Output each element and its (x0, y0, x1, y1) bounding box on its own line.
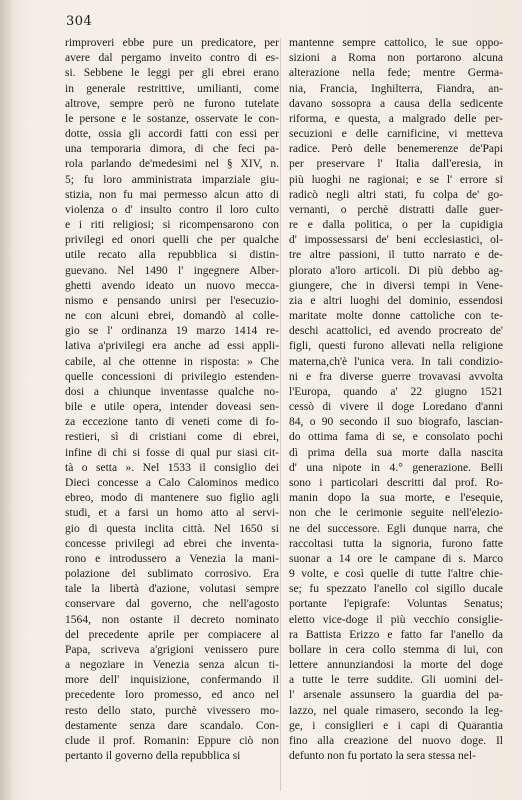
left-column-line: tale la libertà d'azione, volutasi sempre (65, 583, 279, 596)
right-column-line: re e dalla politica, o per la cupidigia (289, 219, 503, 232)
left-column-line: guevano. Nel 1490 l' ingegnere Alber- (65, 264, 279, 277)
right-column-line: giungere, che in diversi tempi in Vene- (289, 279, 503, 292)
right-column-line: dì prima della sua morte dalla nascita (289, 446, 503, 459)
left-column-line: studi, et a farsi un homo atto al servi- (65, 507, 279, 520)
left-column-line: tà o setta ». Nel 1533 il consiglio dei (65, 461, 279, 474)
left-column-line: stizia, non fu mai permesso alcun atto di (65, 188, 279, 201)
right-column-line: l' arsenale assunsero la guardia del pa- (289, 689, 503, 702)
left-column-line: rono e introdussero a Venezia la mani- (65, 552, 279, 565)
left-column-line: ne con alcuni ebrei, domandò al colle- (65, 310, 279, 323)
right-column-line: più luoghi ne ragionai; e se l' errore si (289, 173, 503, 186)
left-column-line: violenza o d' insulto contro il loro culto (65, 203, 279, 216)
right-column-line: suonar a 14 ore le campane di s. Marco (289, 552, 503, 565)
left-column-line: Dieci concesse a Calo Calominos medico (65, 476, 279, 489)
left-column-line: gio di questa inclita città. Nel 1650 si (65, 522, 279, 535)
right-column-line: raccoltasi tutta la signoria, furono fatte (289, 537, 503, 550)
right-column-line: cessò di vivere il doge Loredano d'anni (289, 401, 503, 414)
right-column-line: secuzioni e delle carnificine, vi metteva (289, 128, 503, 141)
left-column-line: avere dal pergamo inveito contro di es- (65, 52, 279, 65)
right-column-line: sizioni a Roma non portarono alcuna (289, 52, 503, 65)
right-column-line: l'Europa, quando a' 22 giugno 1521 (289, 385, 503, 398)
right-column-line: alterazione nella fede; mentre Germa- (289, 67, 503, 80)
left-column-line: resto dello stato, purchè vivessero mo- (65, 704, 279, 717)
left-column-line: concesse privilegi ad ebrei che inventa- (65, 537, 279, 550)
left-column-line: Papa, scriveva a'grigioni venissero pure (65, 643, 279, 656)
page-gutter-shadow (0, 0, 14, 800)
right-column-line: do ottima fama di se, e consolato pochi (289, 431, 503, 444)
left-column-line: una temporaria dimora, di che feci pa- (65, 143, 279, 156)
right-column-line: manin dopo la sua morte, e l'esequie, (289, 492, 503, 505)
left-column-line: conservare dal governo, che nell'agosto (65, 598, 279, 611)
right-column-line: 84, o 90 secondo il suo biografo, lascian- (289, 416, 503, 429)
left-column-line: rola parlando de'medesimi nel § XIV, n. (65, 158, 279, 171)
right-column-line: 9 volte, e così quelle di tutte l'altre chie- (289, 568, 503, 581)
right-column-line: riforma, e questa, a malgrado delle per- (289, 112, 503, 125)
left-column-line: pertanto il governo della repubblica si (65, 750, 241, 763)
left-column-line: del precedente aprile per compiacere al (65, 628, 279, 641)
right-column-line: per preservare l' Italia dall'eresia, in (289, 158, 503, 171)
right-column-line: a tutte le terre suddite. Gli uomini del- (289, 674, 503, 687)
right-column-line: nia, Francia, Inghilterra, Fiandra, an- (289, 82, 503, 95)
right-column (289, 36, 503, 764)
right-column-line: defunto non fu portato la sera stessa nel- (289, 750, 476, 763)
left-column-line: e i riti religiosi; si ricompensarono con (65, 219, 279, 232)
right-column-line: bollare in cera collo stemma di lui, con (289, 643, 503, 656)
left-column-line: infine di chi si fosse di qual pur siasi cit- (65, 446, 279, 459)
left-column-line: cabile, al che ottenne in risposta: » Che (65, 355, 279, 368)
left-column (65, 36, 279, 764)
left-column-line: in generale restrittive, umilianti, come (65, 82, 279, 95)
right-column-line: se; fu spezzato l'anello col sigillo ducale (289, 583, 503, 596)
page-number: 304 (66, 14, 93, 29)
left-column-line: restieri, sì di cristiani come di ebrei, (65, 431, 279, 444)
left-column-line: rimproveri ebbe pure un predicatore, per (65, 37, 279, 49)
left-column-line: quelle concessioni di privilegio estenden- (65, 370, 279, 383)
left-column-line: gio se l' ordinanza 19 marzo 1414 re- (65, 325, 279, 338)
right-column-line: davano sossopra a causa della sedicente (289, 97, 503, 110)
right-column-line: d' impossessarsi de' beni ecclesiastici, ol- (289, 234, 503, 247)
left-column-line: privilegi ed onori quelli che per qualche (65, 234, 279, 247)
right-column-line: tre altre passioni, il tutto narrato e de- (289, 249, 503, 262)
right-column-line: vernanti, o perchè distratti dalle guer- (289, 203, 503, 216)
right-column-line: fino alla creazione del nuovo doge. Il (289, 734, 503, 747)
right-column-line: figli, questi furono allevati nella religione (289, 340, 503, 353)
right-column-line: radice. Però delle benemerenze de'Papi (289, 143, 503, 156)
right-column-line: ne del successore. Egli dunque narra, che (289, 522, 503, 535)
left-column-line: utile recato alla repubblica si distin- (65, 249, 279, 262)
right-column-line: maritate molte donne cattoliche con te- (289, 310, 503, 323)
left-column-line: si. Sebbene le leggi per gli ebrei erano (65, 67, 279, 80)
left-column-line: dotte, ossia gli accordi fatti con essi per (65, 128, 279, 141)
right-column-line: eletto vice-doge il più vecchio consiglie- (289, 613, 503, 626)
left-column-line: 1564, non ostante il decreto nominato (65, 613, 279, 626)
left-column-line: precedente loro promesso, ed anco nel (65, 689, 279, 702)
left-column-line: dosi a chiunque inventasse qualche no- (65, 385, 279, 398)
left-column-line: za eccezione tanto di veneti come di fo- (65, 416, 279, 429)
left-column-line: le persone e le sostanze, osservate le con- (65, 112, 279, 125)
right-column-line: sono i particolari descritti dal prof. Ro- (289, 476, 503, 489)
right-column-line: d' una nipote in 4.° generazione. Belli (289, 461, 503, 474)
right-column-line: lettere annunziandosi la morte del doge (289, 659, 503, 672)
right-column-line: ra Battista Erizzo e fatto far l'anello da (289, 628, 503, 641)
right-column-line: ge, i consiglieri e i capi di Quarantia (289, 719, 503, 732)
left-column-line: bile e utile opera, intender doveasi sen- (65, 401, 279, 414)
left-column-line: lativa a'privilegi era anche ad essi appli- (65, 340, 279, 353)
right-column-line: plorato a'loro articoli. Di più debbo ag- (289, 264, 503, 277)
left-column-line: more dell' inquisizione, confermando il (65, 674, 279, 687)
left-column-line: a negoziare in Venezia senza alcun ti- (65, 659, 279, 672)
right-column-line: mantenne sempre cattolico, le sue oppo- (289, 37, 503, 49)
right-column-line: portante l'epigrafe: Voluntas Senatus; (289, 598, 503, 611)
left-column-line: nismo e pensando unirsi per l'esecuzio- (65, 294, 279, 307)
left-column-line: 5; fu loro amministrata imparziale giu- (65, 173, 279, 186)
left-column-line: ghetti avendo ideato un nuovo mecca- (65, 279, 279, 292)
left-column-line: clude il prof. Romanin: Eppure ciò non (65, 734, 279, 747)
right-column-line: lazzo, nel quale rimasero, secondo la leg- (289, 704, 503, 717)
column-divider (280, 38, 281, 791)
right-column-line: zia e altri luoghi del dominio, essendosi (289, 294, 503, 307)
right-column-line: non che le cerimonie seguite nell'elezio- (289, 507, 503, 520)
right-column-line: deschi acattolici, ed avendo procreato de' (289, 325, 503, 338)
left-column-line: altrove, sempre però ne furono tutelate (65, 97, 279, 110)
left-column-line: ebreo, modo di mantenere suo figlio agli (65, 492, 279, 505)
left-column-line: polazione del sublimato corrosivo. Era (65, 568, 279, 581)
right-column-line: radicò negli altri stati, fu colpa de' go- (289, 188, 503, 201)
right-column-line: ni e fra diverse guerre trovavasi avvolta (289, 370, 503, 383)
right-column-line: materna,ch'è l'unica vera. In tali condizio- (289, 355, 503, 368)
left-column-line: destamente senza dare scandalo. Con- (65, 719, 279, 732)
